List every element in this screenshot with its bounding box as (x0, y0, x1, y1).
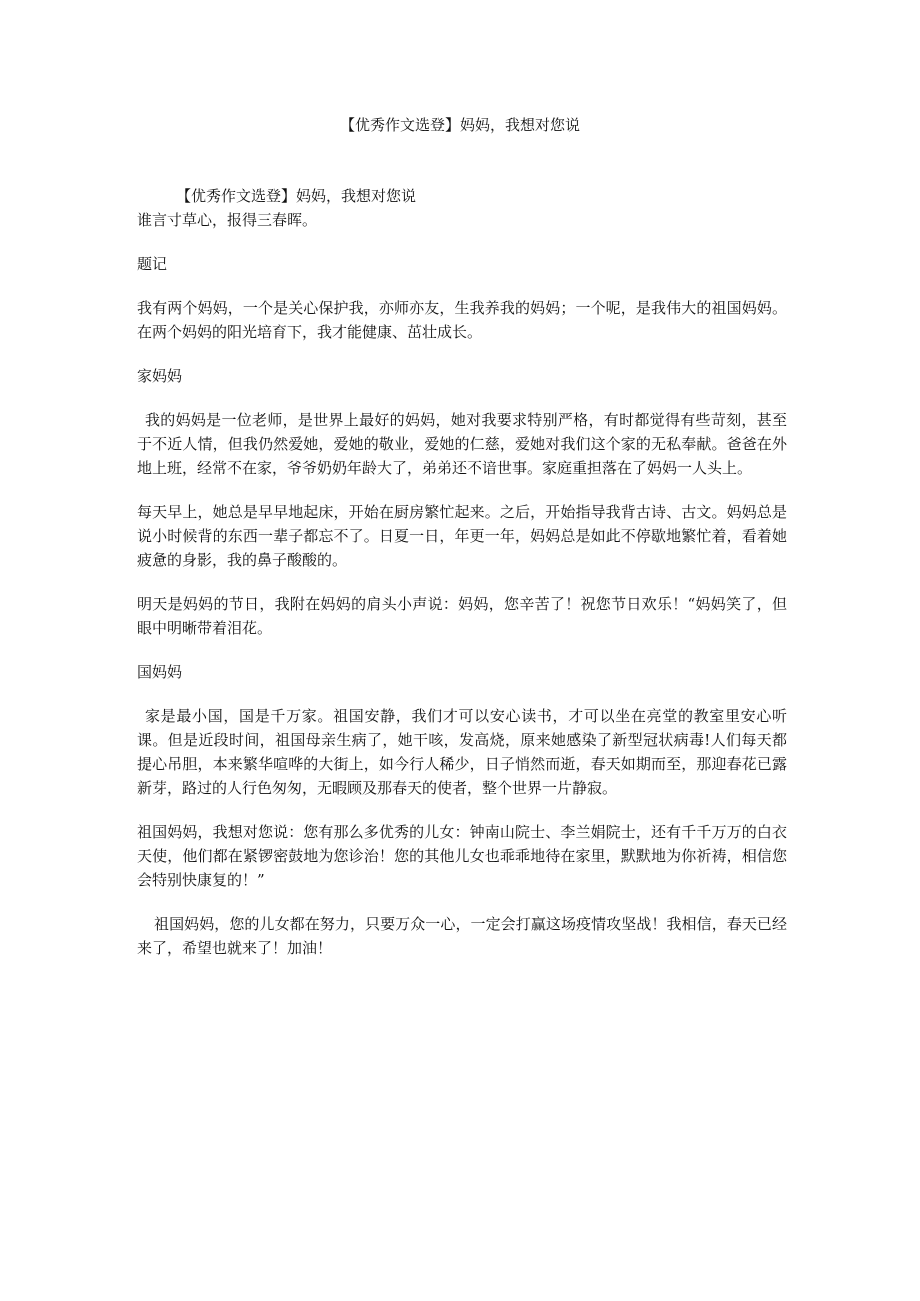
section-heading-home-mom: 家妈妈 (137, 367, 183, 385)
epigraph-attribution: 题记 (137, 255, 168, 273)
paragraph-country-mom-1: 家是最小国，国是千万家。祖国安静，我们才可以安心读书，才可以坐在亮堂的教室里安心听课。但是近段时间，祖国母亲生病了，她干咳，发高烧，原来她感染了新型冠状病毒!人们每天都提心吊胆，本来繁华喧哗的大街上，如今行人稀少，日子悄然而逝，春天如期而至，那迎春花已露新芽，路过的人行色匆匆，无暇顾及那春天的使者，整个世界一片静寂。 (137, 707, 787, 797)
paragraph-home-mom-3: 明天是妈妈的节日，我附在妈妈的肩头小声说：妈妈，您辛苦了！祝您节日欢乐！“妈妈笑了，但眼中明晰带着泪花。 (137, 595, 787, 637)
section-heading-country-mom: 国妈妈 (137, 663, 183, 681)
paragraph-home-mom-1: 我的妈妈是一位老师，是世界上最好的妈妈，她对我要求特别严格，有时都觉得有些苛刻，甚至于不近人情，但我仍然爱她，爱她的敬业，爱她的仁慈，爱她对我们这个家的无私奉献。爸爸在外地上班，经常不在家，爷爷奶奶年龄大了，弟弟还不谙世事。家庭重担落在了妈妈一人头上。 (137, 411, 787, 477)
paragraph-country-mom-2: 祖国妈妈，我想对您说：您有那么多优秀的儿女：钟南山院士、李兰娟院士，还有千千万万的白衣天使，他们都在紧锣密鼓地为您诊治！您的其他儿女也乖乖地待在家里，默默地为你祈祷，相信您会特别快康复的！” (137, 823, 787, 889)
document-title: 【优秀作文选登】妈妈，我想对您说 (339, 116, 580, 134)
paragraph-country-mom-3: 祖国妈妈，您的儿女都在努力，只要万众一心，一定会打赢这场疫情攻坚战！我相信，春天已经来了，希望也就来了！加油！ (137, 915, 787, 957)
epigraph: 谁言寸草心，报得三春晖。 (137, 211, 318, 229)
document-body (137, 184, 787, 980)
article-subheading: 【优秀作文选登】妈妈，我想对您说 (176, 187, 417, 205)
paragraph-home-mom-2: 每天早上，她总是早早地起床，开始在厨房繁忙起来。之后，开始指导我背古诗、古文。妈妈总是说小时候背的东西一辈子都忘不了。日夏一日，年更一年，妈妈总是如此不停歇地繁忙着，看着她疲惫的身影，我的鼻子酸酸的。 (137, 503, 787, 569)
intro-paragraph: 我有两个妈妈，一个是关心保护我，亦师亦友，生我养我的妈妈；一个呢，是我伟大的祖国妈妈。在两个妈妈的阳光培育下，我才能健康、茁壮成长。 (137, 299, 787, 341)
